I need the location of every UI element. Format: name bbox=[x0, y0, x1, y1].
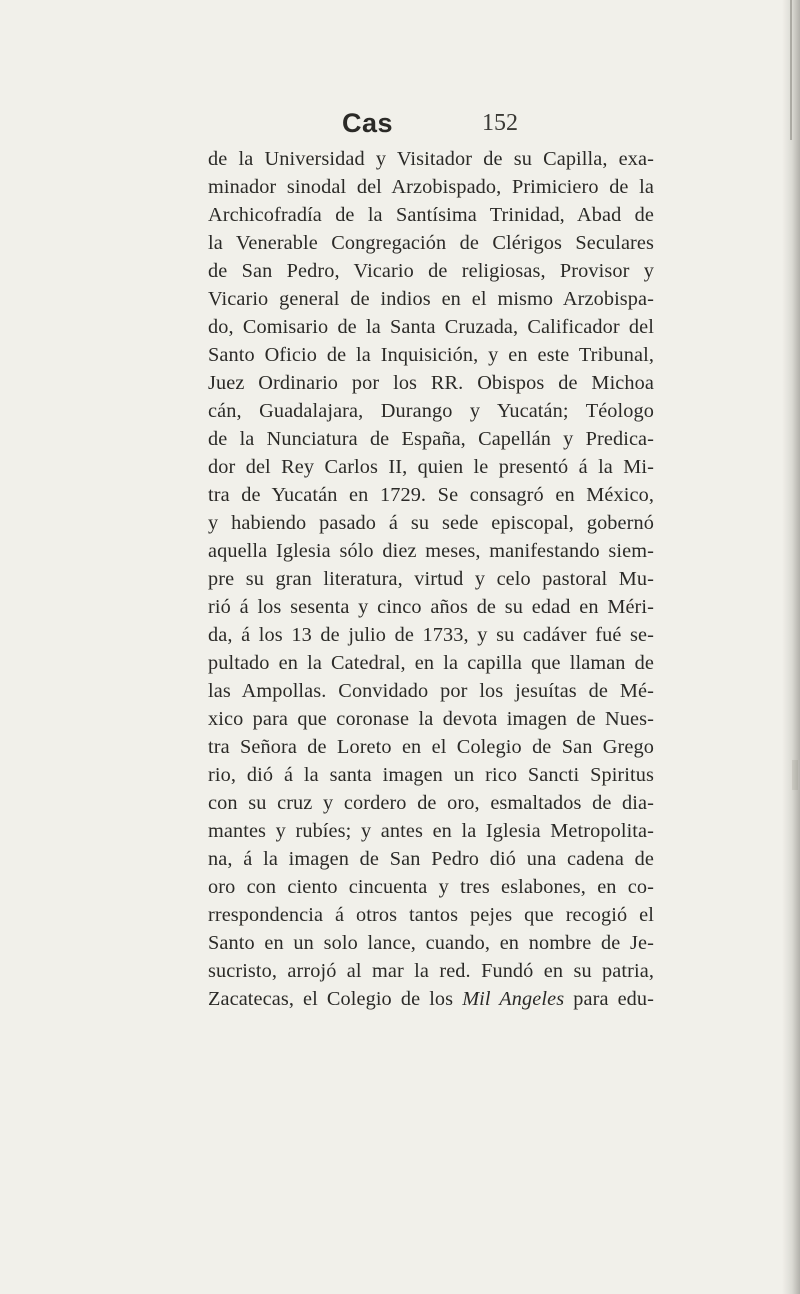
page-edge-shadow bbox=[782, 0, 800, 1294]
text-line: con su cruz y cordero de oro, esmaltados de dia- bbox=[208, 792, 654, 814]
text-line: sucristo, arrojó al mar la red. Fundó en su patria, bbox=[208, 960, 654, 982]
running-head-title: Cas bbox=[342, 108, 394, 138]
text-line: y habiendo pasado á su sede episcopal, gobernó bbox=[208, 512, 654, 534]
text-line: mantes y rubíes; y antes en la Iglesia Metropolita- bbox=[208, 820, 654, 842]
text-segment: para edu- bbox=[564, 988, 655, 1010]
text-line: do, Comisario de la Santa Cruzada, Calificador del bbox=[208, 316, 654, 338]
text-line: oro con ciento cincuenta y tres eslabones, en co- bbox=[208, 876, 654, 898]
page-edge-line bbox=[790, 0, 792, 140]
text-line: da, á los 13 de julio de 1733, y su cadáver fué se- bbox=[208, 624, 654, 646]
text-line: Vicario general de indios en el mismo Arzobispa- bbox=[208, 288, 654, 310]
text-line: cán, Guadalajara, Durango y Yucatán; Téologo bbox=[208, 400, 654, 422]
text-line: Santo Oficio de la Inquisición, y en este Tribunal, bbox=[208, 344, 654, 366]
text-line: rio, dió á la santa imagen un rico Sancti Spiritus bbox=[208, 764, 654, 786]
text-line: Juez Ordinario por los RR. Obispos de Michoa bbox=[208, 372, 654, 394]
text-line: Santo en un solo lance, cuando, en nombre de Je- bbox=[208, 932, 654, 954]
page-edge-smudge bbox=[792, 760, 798, 790]
text-line: xico para que coronase la devota imagen de Nues- bbox=[208, 708, 654, 730]
text-line: na, á la imagen de San Pedro dió una cadena de bbox=[208, 848, 654, 870]
text-line: minador sinodal del Arzobispado, Primiciero de la bbox=[208, 176, 654, 198]
italic-title: Mil Angeles bbox=[462, 988, 565, 1010]
text-line: pultado en la Catedral, en la capilla que llaman de bbox=[208, 652, 654, 674]
text-segment: Zacatecas, el Colegio de los bbox=[208, 988, 463, 1010]
running-head bbox=[342, 108, 518, 142]
text-line: de San Pedro, Vicario de religiosas, Provisor y bbox=[208, 260, 654, 282]
text-line: las Ampollas. Convidado por los jesuítas de Mé- bbox=[208, 680, 654, 702]
text-line: dor del Rey Carlos II, quien le presentó á la Mi- bbox=[208, 456, 654, 478]
text-line: de la Nunciatura de España, Capellán y Predica- bbox=[208, 428, 654, 450]
body-text bbox=[208, 145, 654, 1013]
text-line: pre su gran literatura, virtud y celo pastoral Mu- bbox=[208, 568, 654, 590]
page-number: 152 bbox=[482, 110, 518, 136]
text-line: rrespondencia á otros tantos pejes que recogió el bbox=[208, 904, 654, 926]
text-line: tra Señora de Loreto en el Colegio de San Grego bbox=[208, 736, 654, 758]
text-line: la Venerable Congregación de Clérigos Seculares bbox=[208, 232, 654, 254]
text-line: rió á los sesenta y cinco años de su edad en Méri- bbox=[208, 596, 654, 618]
text-line-final bbox=[208, 985, 654, 1013]
text-line: aquella Iglesia sólo diez meses, manifestando siem- bbox=[208, 540, 654, 562]
text-line: de la Universidad y Visitador de su Capilla, exa- bbox=[208, 148, 654, 170]
text-line: Archicofradía de la Santísima Trinidad, Abad de bbox=[208, 204, 654, 226]
text-line: tra de Yucatán en 1729. Se consagró en México, bbox=[208, 484, 654, 506]
